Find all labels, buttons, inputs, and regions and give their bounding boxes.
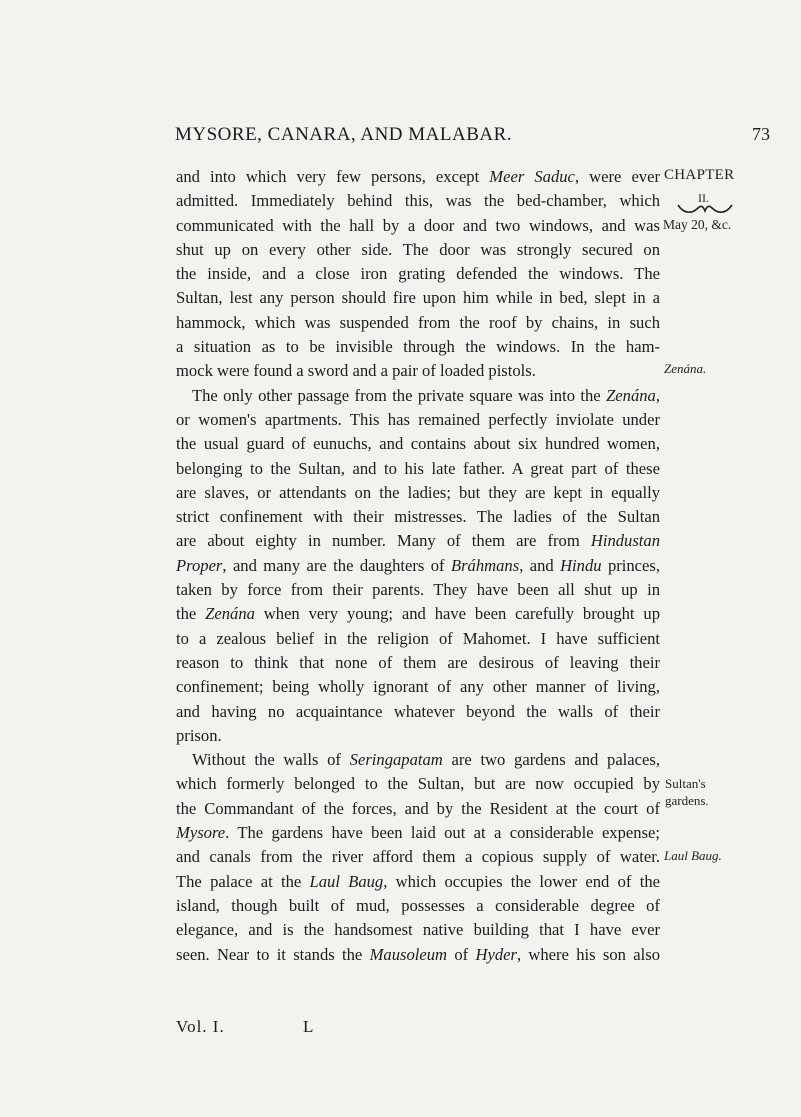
text-line [176,529,660,553]
text-line-content: Mysore. The gardens have been laid out at a considerable expense; [176,823,660,843]
text-line-content: are about eighty in number. Many of them are from Hindustan [176,531,660,551]
margin-note-laul-baug: Laul Baug. [664,848,722,863]
chapter-number: II. [698,191,709,205]
text-line-content: The palace at the Laul Baug, which occupies the lower end of the [176,871,660,891]
flourish-ornament-icon [676,202,734,216]
text-line [176,870,660,894]
text-line [176,943,660,967]
chapter-label: CHAPTER [664,167,735,183]
text-line-content: seen. Near to it stands the Mausoleum of Hyder, where his son also [176,944,660,964]
text-line: prison. [176,725,222,745]
text-line [176,748,660,772]
text-line-content: the Zenána when very young; and have been carefully brought up [176,604,661,624]
text-line: shut up on every other side. The door was strongly secured on [176,239,660,259]
text-line: to a zealous belief in the religion of Mahomet. I have sufficient [176,628,660,648]
text-line: confinement; being wholly ignorant of any other manner of living, [176,677,660,697]
text-line [176,554,660,578]
chapter-date: May 20, &c. [663,217,732,232]
text-line: mock were found a sword and a pair of loaded pistols. [176,361,536,381]
body-text [176,165,660,967]
text-line: the Commandant of the forces, and by the Resident at the court of [176,798,660,818]
margin-note-line: Sultan's [665,776,706,791]
text-line: reason to think that none of them are desirous of leaving their [176,652,660,672]
text-line [176,165,660,189]
margin-note-zenana: Zenána. [664,361,707,376]
text-line: belonging to the Sultan, and to his late father. A great part of these [176,458,660,478]
margin-note-line: gardens. [665,793,709,808]
text-line: are slaves, or attendants on the ladies; but they are kept in equally [176,482,660,502]
signature-mark: L [303,1017,314,1036]
text-line: and canals from the river afford them a copious supply of water. [176,847,660,867]
text-line-content: The only other passage from the private square was into the Zenána, [192,385,660,405]
text-line: hammock, which was suspended from the roof by chains, in such [176,312,660,332]
text-line: a situation as to be invisible through the windows. In the ham- [176,337,660,357]
text-line: Sultan, lest any person should fire upon him while in bed, slept in a [176,288,660,308]
text-line [176,602,660,626]
running-head: MYSORE, CANARA, AND MALABAR. [175,124,513,145]
text-line: and having no acquaintance whatever beyond the walls of their [176,701,660,721]
text-line: admitted. Immediately behind this, was the bed-chamber, which [176,191,660,211]
volume-label: Vol. I. [176,1017,225,1036]
text-line-content: Without the walls of Seringapatam are two gardens and palaces, [192,750,660,770]
text-line: elegance, and is the handsomest native building that I have ever [176,920,660,940]
margin-note-sultans-gardens [665,775,709,809]
text-line [176,821,660,845]
page-number: 73 [752,124,770,144]
text-line: the inside, and a close iron grating defended the windows. The [176,264,660,284]
text-line: or women's apartments. This has remained perfectly inviolate under [176,409,660,429]
text-line [176,384,660,408]
text-line: which formerly belonged to the Sultan, but are now occupied by [176,774,660,794]
text-line: island, though built of mud, possesses a considerable degree of [176,895,660,915]
text-line-content: and into which very few persons, except Meer Saduc, were ever [176,167,660,186]
text-line: taken by force from their parents. They have been all shut up in [176,580,660,600]
text-line-content: Proper, and many are the daughters of Bráhmans, and Hindu princes, [176,555,661,575]
text-line: strict confinement with their mistresses. The ladies of the Sultan [176,507,660,527]
text-line: communicated with the hall by a door and two windows, and was [176,215,660,235]
text-line: the usual guard of eunuchs, and contains about six hundred women, [176,434,660,454]
